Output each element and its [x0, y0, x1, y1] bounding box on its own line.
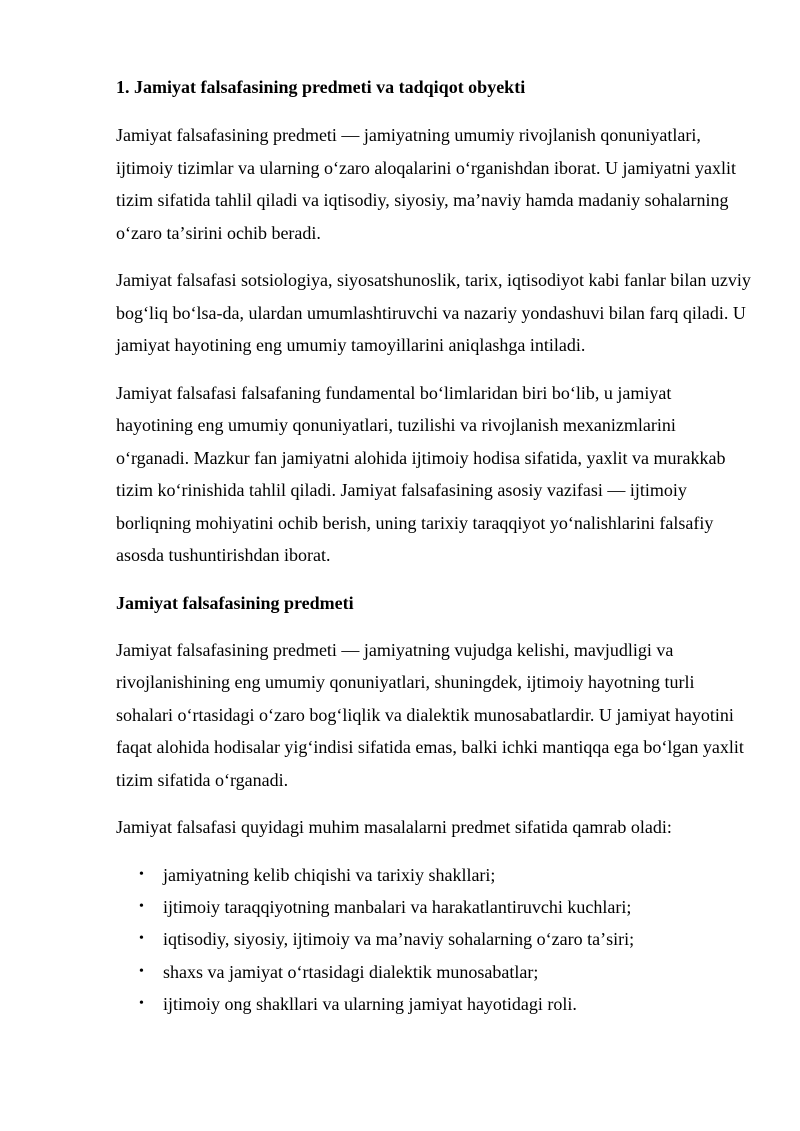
list-item: [116, 988, 752, 1020]
paragraph-related-sciences: Jamiyat falsafasi sotsiologiya, siyosatshunoslik, tarix, iqtisodiyot kabi fanlar bilan uzviy bogʻliq boʻlsa-da, ulardan umumlashtiruvchi va nazariy yondashuvi bilan farq qiladi. U jamiyat hayotining eng umumiy tamoyillarini aniqlashga intiladi.: [116, 270, 751, 355]
list-item: [116, 891, 752, 923]
list-item-text: ijtimoiy taraqqiyotning manbalari va harakatlantiruvchi kuchlari;: [163, 896, 632, 917]
bullet-icon: •: [139, 963, 144, 979]
document-page: [116, 71, 752, 1021]
bullet-icon: •: [139, 996, 144, 1012]
paragraph-fundamental-branch: Jamiyat falsafasi falsafaning fundamental boʻlimlaridan biri boʻlib, u jamiyat hayotining eng umumiy qonuniyatlari, tuzilishi va rivojlanish mexanizmlarini oʻrganadi. Mazkur fan jamiyatni alohida ijtimoiy hodisa sifatida, yaxlit va murakkab tizim koʻrinishida tahlil qiladi. Jamiyat falsafasining asosiy vazifasi — ijtimoiy borliqning mohiyatini ochib berish, uning tarixiy taraqqiyot yoʻnalishlarini falsafiy asosda tushuntirishdan iborat.: [116, 382, 726, 565]
list-item: [116, 923, 752, 955]
subsection-heading: Jamiyat falsafasining predmeti: [116, 592, 354, 613]
bullet-icon: •: [139, 866, 144, 882]
paragraph-subject-definition: Jamiyat falsafasining predmeti — jamiyatning umumiy rivojlanish qonuniyatlari, ijtimoiy tizimlar va ularning oʻzaro aloqalarini oʻrganishdan iborat. U jamiyatni yaxlit tizim sifatida tahlil qiladi va iqtisodiy, siyosiy, maʼnaviy hamda madaniy sohalarning oʻzaro taʼsirini ochib beradi.: [116, 125, 736, 243]
list-item-text: shaxs va jamiyat oʻrtasidagi dialektik munosabatlar;: [163, 961, 539, 982]
bullet-icon: •: [139, 898, 144, 914]
list-item-text: iqtisodiy, siyosiy, ijtimoiy va maʼnaviy sohalarning oʻzaro taʼsiri;: [163, 929, 635, 950]
section-heading: 1. Jamiyat falsafasining predmeti va tadqiqot obyekti: [116, 77, 526, 97]
paragraph-subject-detail: Jamiyat falsafasining predmeti — jamiyatning vujudga kelishi, mavjudligi va rivojlanishining eng umumiy qonuniyatlari, shuningdek, ijtimoiy hayotning turli sohalari oʻrtasidagi oʻzaro bogʻliqlik va dialektik munosabatlardir. U jamiyat hayotini faqat alohida hodisalar yigʻindisi sifatida emas, balki ichki mantiqqa ega boʻlgan yaxlit tizim sifatida oʻrganadi.: [116, 639, 744, 790]
paragraph-list-intro: Jamiyat falsafasi quyidagi muhim masalalarni predmet sifatida qamrab oladi:: [116, 817, 672, 837]
issues-list: [116, 859, 752, 1021]
list-item-text: ijtimoiy ong shakllari va ularning jamiyat hayotidagi roli.: [163, 994, 577, 1015]
list-item: [116, 956, 752, 988]
list-item-text: jamiyatning kelib chiqishi va tarixiy shakllari;: [163, 864, 496, 885]
bullet-icon: •: [139, 931, 144, 947]
list-item: [116, 859, 752, 891]
